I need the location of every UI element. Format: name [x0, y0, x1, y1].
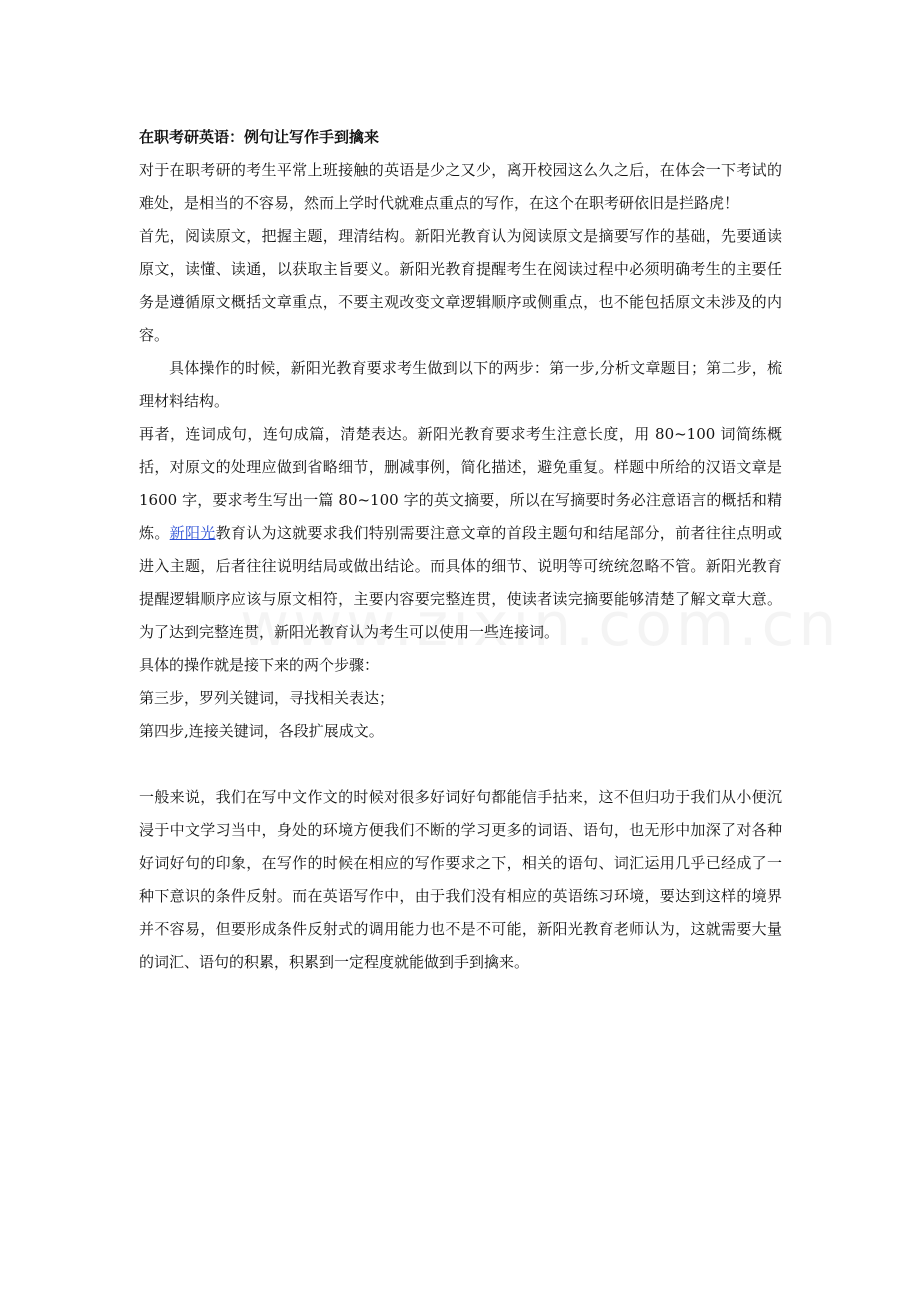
- paragraph-text-before-link: 再者，连词成句，连句成篇，清楚表达。新阳光教育要求考生注意长度，用 80~100 词简练概括，对原文的处理应做到省略细节，删减事例，简化描述，避免重复。样题中所给的汉语文章是 1600 字，要求考生写出一篇 80~100 字的英文摘要，所以在写摘要时务必注意语言的概括和精炼。: [139, 425, 782, 542]
- paragraph-conclusion: 一般来说，我们在写中文作文的时候对很多好词好句都能信手拈来，这不但归功于我们从小便沉浸于中文学习当中，身处的环境方便我们不断的学习更多的词语、语句，也无形中加深了对各种好词好句的印象，在写作的时候在相应的写作要求之下，相关的语句、词汇运用几乎已经成了一种下意识的条件反射。而在英语写作中，由于我们没有相应的英语练习环境，要达到这样的境界并不容易，但要形成条件反射式的调用能力也不是不可能，新阳光教育老师认为，这就需要大量的词汇、语句的积累，积累到一定程度就能做到手到擒来。: [139, 788, 782, 971]
- paragraph-text-after-link: 教育认为这就要求我们特别需要注意文章的首段主题句和结尾部分，前者往往点明或进入主题，后者往往说明结局或做出结论。而具体的细节、说明等可统统忽略不管。新阳光教育提醒逻辑顺序应该与原文相符，主要内容要完整连贯，使读者读完摘要能够清楚了解文章大意。为了达到完整连贯，新阳光教育认为考生可以使用一些连接词。: [139, 524, 782, 641]
- paragraph-step-four: 第四步,连接关键词，各段扩展成文。: [139, 722, 384, 740]
- paragraph-intro: 对于在职考研的考生平常上班接触的英语是少之又少，离开校园这么久之后，在体会一下考试的难处，是相当的不容易，然而上学时代就难点重点的写作，在这个在职考研依旧是拦路虎！: [139, 161, 782, 212]
- paragraph-steps-intro: 具体的操作就是接下来的两个步骤：: [139, 656, 380, 674]
- paragraph-operation: 具体操作的时候，新阳光教育要求考生做到以下的两步：第一步,分析文章题目；第二步，梳理材料结构。: [139, 359, 782, 410]
- paragraph-step-three: 第三步，罗列关键词，寻找相关表达；: [139, 689, 395, 707]
- document-title: 在职考研英语：例句让写作手到擒来: [139, 128, 380, 146]
- paragraph-second-point: [139, 418, 782, 649]
- document-page: [139, 120, 782, 979]
- xinyangguang-link[interactable]: 新阳光: [169, 524, 216, 542]
- paragraph-first-step: 首先，阅读原文，把握主题，理清结构。新阳光教育认为阅读原文是摘要写作的基础，先要通读原文，读懂、读通，以获取主旨要义。新阳光教育提醒考生在阅读过程中必须明确考生的主要任务是遵循原文概括文章重点，不要主观改变文章逻辑顺序或侧重点，也不能包括原文未涉及的内容。: [139, 227, 782, 344]
- paragraph-gap: [139, 748, 782, 781]
